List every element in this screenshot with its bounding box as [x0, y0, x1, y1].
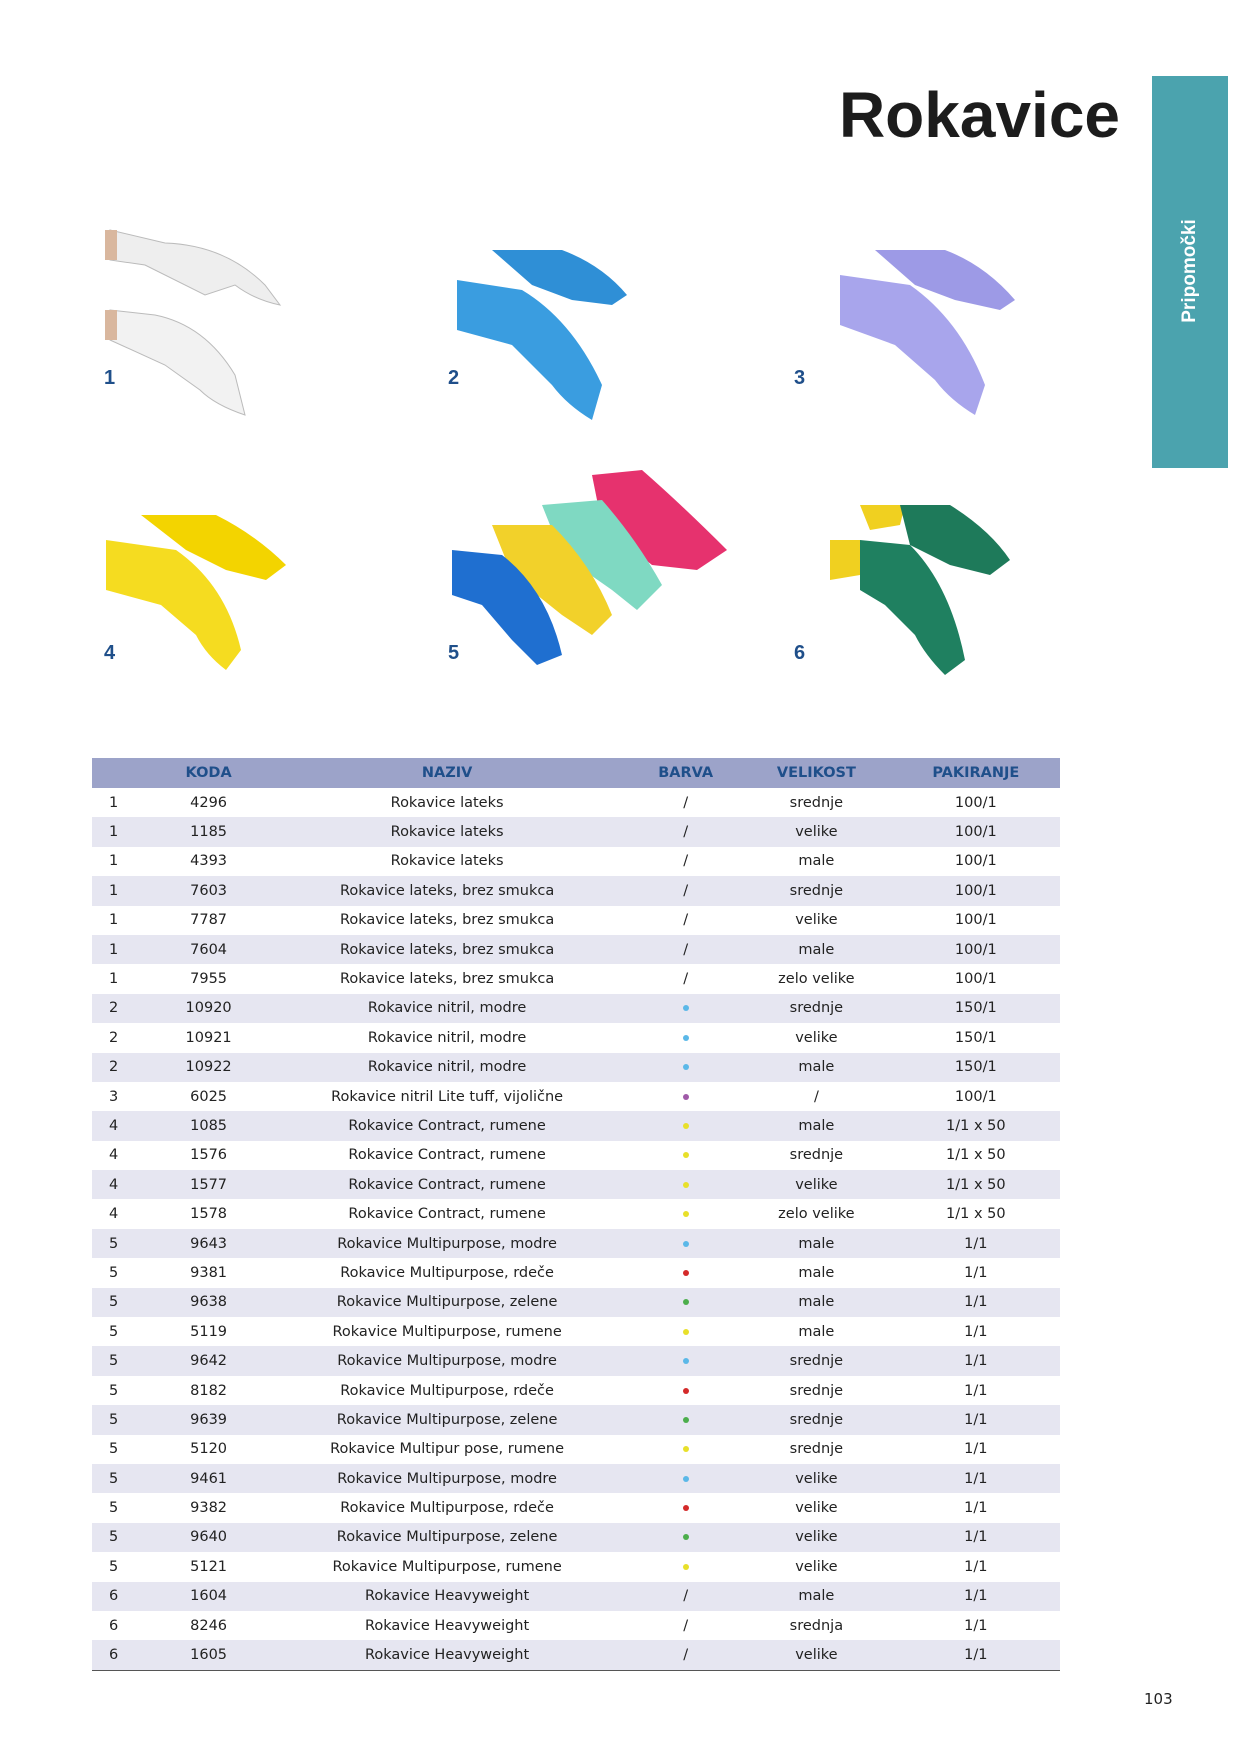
- cell-packaging: 1/1: [964, 1323, 988, 1340]
- cell-code: 6025: [190, 1088, 228, 1105]
- section-tab: [1152, 76, 1228, 468]
- table-row: [92, 1199, 1060, 1228]
- cell-code: 1576: [190, 1147, 228, 1164]
- cell-code: 7604: [153, 935, 264, 964]
- cell-code: 8246: [190, 1617, 228, 1634]
- cell-number: 4: [92, 1111, 153, 1140]
- cell-color: /: [683, 971, 689, 988]
- cell-color: [630, 1317, 741, 1346]
- table-row: [92, 1141, 1060, 1170]
- table-row: [92, 788, 1060, 817]
- table-row: [92, 1464, 1060, 1493]
- cell-number: 6: [109, 1617, 119, 1634]
- table-row: [92, 1170, 1060, 1199]
- cell-number: 5: [92, 1346, 153, 1375]
- cell-name: Rokavice Multipurpose, rdeče: [340, 1500, 554, 1517]
- cell-packaging: 1/1: [892, 1346, 1060, 1375]
- color-dot-icon: [683, 1152, 689, 1158]
- cell-number: 1: [109, 794, 119, 811]
- cell-name: Rokavice Multipurpose, zelene: [264, 1405, 630, 1434]
- cell-size: male: [741, 935, 892, 964]
- cell-color: [630, 1258, 741, 1287]
- cell-color: [630, 1170, 741, 1199]
- cell-number: 1: [92, 876, 153, 905]
- cell-size: velike: [741, 1464, 892, 1493]
- cell-name: Rokavice nitril, modre: [264, 994, 630, 1023]
- cell-packaging: 1/1: [892, 1464, 1060, 1493]
- cell-code: 9642: [153, 1346, 264, 1375]
- cell-name: Rokavice lateks, brez smukca: [264, 935, 630, 964]
- cell-packaging: 150/1: [954, 1029, 997, 1046]
- cell-code: 9640: [153, 1523, 264, 1552]
- cell-packaging: 100/1: [892, 876, 1060, 905]
- cell-packaging: 1/1: [892, 1288, 1060, 1317]
- color-dot-icon: [683, 1241, 689, 1247]
- cell-color: /: [630, 876, 741, 905]
- cell-name: Rokavice Contract, rumene: [264, 1111, 630, 1140]
- cell-packaging: 100/1: [954, 1088, 997, 1105]
- table-row: [92, 994, 1060, 1023]
- cell-color: /: [683, 1617, 689, 1634]
- cell-name: Rokavice Heavyweight: [264, 1582, 630, 1611]
- image-number: 4: [104, 642, 116, 664]
- cell-code: 10921: [185, 1029, 232, 1046]
- cell-color: [630, 1288, 741, 1317]
- cell-name: Rokavice Multipurpose, zelene: [264, 1523, 630, 1552]
- column-header-number: [92, 758, 153, 788]
- color-dot-icon: [683, 1299, 689, 1305]
- cell-number: 6: [92, 1582, 153, 1611]
- color-dot-icon: [683, 1211, 689, 1217]
- cell-name: Rokavice lateks: [264, 817, 630, 846]
- cell-size: srednje: [789, 1382, 844, 1399]
- table-row: [92, 1640, 1060, 1670]
- cell-packaging: 1/1 x 50: [946, 1147, 1006, 1164]
- cell-color: [630, 1199, 741, 1228]
- page-number: 103: [1144, 1690, 1173, 1708]
- cell-packaging: 1/1: [964, 1382, 988, 1399]
- cell-code: 4393: [190, 853, 228, 870]
- color-dot-icon: [683, 1388, 689, 1394]
- cell-name: Rokavice Multipurpose, rumene: [332, 1558, 562, 1575]
- cell-color: [630, 1082, 741, 1111]
- cell-size: velike: [741, 817, 892, 846]
- cell-color: /: [630, 935, 741, 964]
- column-header-code: KODA: [153, 758, 264, 788]
- cell-packaging: 1/1 x 50: [892, 1111, 1060, 1140]
- cell-color: [630, 1464, 741, 1493]
- cell-number: 2: [109, 1029, 119, 1046]
- cell-packaging: 100/1: [954, 794, 997, 811]
- cell-code: 10922: [153, 1053, 264, 1082]
- color-dot-icon: [683, 1094, 689, 1100]
- cell-name: Rokavice lateks: [390, 853, 504, 870]
- cell-name: Rokavice Heavyweight: [364, 1617, 530, 1634]
- table-row: [92, 1523, 1060, 1552]
- table-row: [92, 1288, 1060, 1317]
- cell-color: /: [683, 912, 689, 929]
- cell-packaging: 150/1: [892, 994, 1060, 1023]
- table-row: [92, 1552, 1060, 1581]
- cell-code: 9381: [190, 1264, 228, 1281]
- cell-number: 2: [92, 994, 153, 1023]
- cell-packaging: 1/1 x 50: [946, 1206, 1006, 1223]
- table-row: [92, 876, 1060, 905]
- cell-packaging: 1/1: [964, 1617, 988, 1634]
- cell-code: 7787: [190, 912, 228, 929]
- color-dot-icon: [683, 1123, 689, 1129]
- column-header-packaging: PAKIRANJE: [892, 758, 1060, 788]
- cell-size: srednje: [741, 876, 892, 905]
- table-row: [92, 1023, 1060, 1052]
- cell-size: velike: [795, 1029, 838, 1046]
- cell-color: [630, 1435, 741, 1464]
- table-row: [92, 935, 1060, 964]
- color-dot-icon: [683, 1476, 689, 1482]
- table-row: [92, 1346, 1060, 1375]
- cell-color: [630, 1405, 741, 1434]
- color-dot-icon: [683, 1505, 689, 1511]
- cell-code: 9643: [153, 1229, 264, 1258]
- cell-number: 5: [109, 1558, 119, 1575]
- cell-number: 5: [92, 1464, 153, 1493]
- cell-size: male: [741, 1229, 892, 1258]
- cell-size: male: [741, 1111, 892, 1140]
- cell-size: male: [741, 1288, 892, 1317]
- cell-name: Rokavice Multipurpose, modre: [264, 1346, 630, 1375]
- color-dot-icon: [683, 1446, 689, 1452]
- cell-number: 1: [109, 853, 119, 870]
- section-tab-label: Pripomočki: [1179, 219, 1200, 323]
- cell-size: zelo velike: [778, 971, 855, 988]
- cell-code: 1085: [153, 1111, 264, 1140]
- color-dot-icon: [683, 1564, 689, 1570]
- cell-name: Rokavice Multipurpose, rdeče: [340, 1382, 554, 1399]
- color-dot-icon: [683, 1534, 689, 1540]
- cell-code: 1577: [153, 1170, 264, 1199]
- cell-size: male: [798, 1323, 835, 1340]
- cell-name: Rokavice Contract, rumene: [348, 1147, 546, 1164]
- cell-color: /: [630, 1582, 741, 1611]
- table-row: [92, 1111, 1060, 1140]
- cell-packaging: 100/1: [954, 912, 997, 929]
- color-dot-icon: [683, 1064, 689, 1070]
- cell-packaging: 1/1: [892, 1523, 1060, 1552]
- cell-color: [630, 1141, 741, 1170]
- color-dot-icon: [683, 1035, 689, 1041]
- cell-number: 4: [109, 1147, 119, 1164]
- cell-code: 7603: [153, 876, 264, 905]
- image-number: 6: [794, 642, 806, 664]
- image-number: 2: [448, 367, 460, 389]
- cell-color: [630, 1376, 741, 1405]
- cell-name: Rokavice Multipurpose, rumene: [332, 1323, 562, 1340]
- table-row: [92, 1582, 1060, 1611]
- cell-name: Rokavice nitril Lite tuff, vijolične: [331, 1088, 564, 1105]
- cell-color: [630, 1111, 741, 1140]
- cell-color: [630, 1023, 741, 1052]
- glove-image-blue: [452, 245, 642, 445]
- table-body: [92, 788, 1060, 1670]
- image-number: 3: [794, 367, 806, 389]
- cell-size: velike: [741, 1640, 892, 1670]
- color-dot-icon: [683, 1358, 689, 1364]
- color-dot-icon: [683, 1329, 689, 1335]
- color-dot-icon: [683, 1182, 689, 1188]
- cell-code: 9382: [190, 1500, 228, 1517]
- cell-packaging: 1/1: [964, 1264, 988, 1281]
- cell-code: 9638: [153, 1288, 264, 1317]
- cell-color: [630, 1053, 741, 1082]
- color-dot-icon: [683, 1417, 689, 1423]
- cell-size: male: [741, 1582, 892, 1611]
- cell-packaging: 100/1: [892, 935, 1060, 964]
- cell-number: 1: [92, 935, 153, 964]
- cell-packaging: 1/1 x 50: [892, 1170, 1060, 1199]
- cell-size: zelo velike: [778, 1206, 855, 1223]
- cell-color: /: [683, 794, 689, 811]
- cell-number: 3: [109, 1088, 119, 1105]
- cell-size: velike: [741, 1523, 892, 1552]
- cell-code: 1185: [153, 817, 264, 846]
- cell-size: velike: [795, 1500, 838, 1517]
- cell-number: 5: [109, 1264, 119, 1281]
- cell-code: 5120: [190, 1441, 228, 1458]
- glove-image-multicolor: [452, 465, 732, 675]
- cell-name: Rokavice Multipurpose, rdeče: [340, 1264, 554, 1281]
- cell-number: 4: [92, 1170, 153, 1199]
- cell-name: Rokavice Multipur pose, rumene: [330, 1441, 565, 1458]
- column-header-size: VELIKOST: [741, 758, 892, 788]
- table-row: [92, 1376, 1060, 1405]
- cell-code: 5121: [190, 1558, 228, 1575]
- cell-packaging: 150/1: [892, 1053, 1060, 1082]
- cell-number: 5: [92, 1523, 153, 1552]
- cell-code: 1578: [190, 1206, 228, 1223]
- color-dot-icon: [683, 1270, 689, 1276]
- table-header-row: [92, 758, 1060, 788]
- cell-color: [630, 994, 741, 1023]
- table-row: [92, 817, 1060, 846]
- table-row: [92, 1082, 1060, 1111]
- cell-name: Rokavice Contract, rumene: [264, 1170, 630, 1199]
- cell-number: 5: [92, 1229, 153, 1258]
- cell-number: 6: [92, 1640, 153, 1670]
- table-row: [92, 1317, 1060, 1346]
- cell-color: /: [683, 853, 689, 870]
- table-row: [92, 1611, 1060, 1640]
- table-row: [92, 964, 1060, 993]
- cell-size: male: [798, 853, 835, 870]
- cell-number: 5: [92, 1405, 153, 1434]
- cell-code: 5119: [190, 1323, 228, 1340]
- cell-code: 7955: [190, 971, 228, 988]
- glove-image-purple: [835, 245, 1025, 445]
- cell-number: 2: [92, 1053, 153, 1082]
- table-row: [92, 1258, 1060, 1287]
- table-row: [92, 1435, 1060, 1464]
- cell-color: [630, 1493, 741, 1522]
- cell-number: 1: [92, 817, 153, 846]
- cell-name: Rokavice lateks, brez smukca: [339, 971, 555, 988]
- cell-size: srednje: [741, 994, 892, 1023]
- cell-name: Rokavice lateks: [390, 794, 504, 811]
- cell-color: [630, 1346, 741, 1375]
- table-row: [92, 906, 1060, 935]
- cell-packaging: 1/1: [892, 1582, 1060, 1611]
- image-number: 1: [104, 367, 116, 389]
- cell-packaging: 100/1: [954, 971, 997, 988]
- table-row: [92, 1229, 1060, 1258]
- color-dot-icon: [683, 1005, 689, 1011]
- cell-size: velike: [795, 1558, 838, 1575]
- cell-number: 5: [109, 1382, 119, 1399]
- cell-code: 9461: [153, 1464, 264, 1493]
- glove-image-white: [105, 225, 295, 425]
- cell-number: 5: [109, 1441, 119, 1458]
- cell-number: 1: [109, 912, 119, 929]
- cell-packaging: 1/1: [892, 1229, 1060, 1258]
- cell-size: srednja: [789, 1617, 844, 1634]
- cell-size: srednje: [789, 1441, 844, 1458]
- cell-code: 1604: [153, 1582, 264, 1611]
- cell-number: 5: [109, 1500, 119, 1517]
- cell-packaging: 100/1: [954, 853, 997, 870]
- cell-number: 1: [109, 971, 119, 988]
- cell-code: 8182: [190, 1382, 228, 1399]
- cell-color: [630, 1523, 741, 1552]
- cell-number: 5: [109, 1323, 119, 1340]
- table-row: [92, 1493, 1060, 1522]
- cell-packaging: 1/1: [964, 1558, 988, 1575]
- cell-size: srednje: [741, 1405, 892, 1434]
- cell-name: Rokavice Heavyweight: [264, 1640, 630, 1670]
- column-header-color: BARVA: [630, 758, 741, 788]
- cell-size: srednje: [741, 1346, 892, 1375]
- cell-size: /: [813, 1088, 819, 1105]
- cell-size: srednje: [789, 794, 844, 811]
- cell-packaging: 1/1: [892, 1405, 1060, 1434]
- cell-size: velike: [741, 1170, 892, 1199]
- cell-size: srednje: [789, 1147, 844, 1164]
- cell-name: Rokavice nitril, modre: [264, 1053, 630, 1082]
- cell-packaging: 1/1: [892, 1640, 1060, 1670]
- cell-packaging: 1/1: [964, 1500, 988, 1517]
- table-row: [92, 1053, 1060, 1082]
- product-table: [92, 758, 1060, 1671]
- column-header-name: NAZIV: [264, 758, 630, 788]
- cell-name: Rokavice lateks, brez smukca: [264, 876, 630, 905]
- cell-code: 4296: [190, 794, 228, 811]
- cell-size: male: [798, 1264, 835, 1281]
- cell-color: /: [630, 817, 741, 846]
- cell-name: Rokavice Multipurpose, modre: [264, 1229, 630, 1258]
- page-title: Rokavice: [838, 79, 1120, 151]
- cell-color: /: [630, 1640, 741, 1670]
- cell-name: Rokavice nitril, modre: [367, 1029, 527, 1046]
- cell-name: Rokavice lateks, brez smukca: [339, 912, 555, 929]
- cell-code: 9639: [153, 1405, 264, 1434]
- cell-packaging: 100/1: [892, 817, 1060, 846]
- cell-color: [630, 1552, 741, 1581]
- cell-size: velike: [795, 912, 838, 929]
- table-row: [92, 847, 1060, 876]
- cell-name: Rokavice Multipurpose, modre: [264, 1464, 630, 1493]
- cell-size: male: [741, 1053, 892, 1082]
- cell-number: 5: [92, 1288, 153, 1317]
- cell-number: 4: [109, 1206, 119, 1223]
- glove-image-yellow: [106, 510, 296, 710]
- cell-code: 1605: [153, 1640, 264, 1670]
- table-row: [92, 1405, 1060, 1434]
- cell-packaging: 1/1: [964, 1441, 988, 1458]
- cell-color: [630, 1229, 741, 1258]
- cell-name: Rokavice Multipurpose, zelene: [264, 1288, 630, 1317]
- cell-code: 10920: [153, 994, 264, 1023]
- cell-name: Rokavice Contract, rumene: [348, 1206, 546, 1223]
- image-number: 5: [448, 642, 460, 664]
- glove-image-green: [830, 500, 1020, 700]
